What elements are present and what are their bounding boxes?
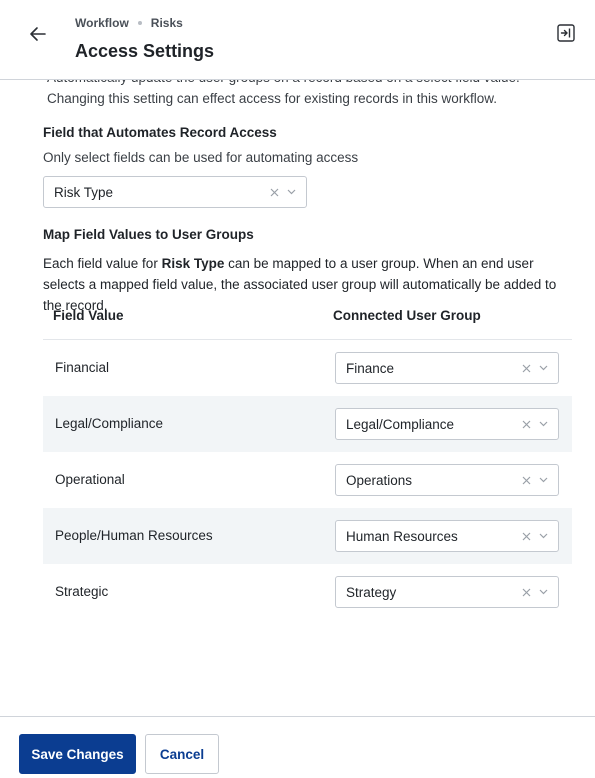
chevron-down-icon[interactable] bbox=[538, 587, 548, 597]
mapping-text-after: can be mapped to a user group. When an end user selects a mapped field value, the associated user group will automatically be added to the record. bbox=[43, 256, 557, 313]
save-changes-button[interactable]: Save Changes bbox=[19, 734, 136, 774]
row-field-value: Operational bbox=[55, 472, 125, 487]
cancel-button[interactable]: Cancel bbox=[145, 734, 219, 774]
settings-description: Changing this setting can effect access for existing records in this workflow. bbox=[47, 91, 497, 106]
row-field-value: Financial bbox=[55, 360, 110, 375]
user-group-select[interactable] bbox=[335, 464, 559, 496]
breadcrumb-workflow[interactable]: Workflow bbox=[75, 16, 129, 30]
mapping-field-name: Risk Type bbox=[161, 256, 225, 271]
chevron-down-icon[interactable] bbox=[538, 363, 548, 373]
automation-field-value: Risk Type bbox=[54, 184, 114, 200]
clear-icon[interactable] bbox=[520, 586, 532, 598]
breadcrumb-separator bbox=[138, 21, 142, 25]
clear-icon[interactable] bbox=[520, 418, 532, 430]
chevron-down-icon[interactable] bbox=[538, 419, 548, 429]
clear-icon[interactable] bbox=[268, 186, 280, 198]
back-arrow-icon[interactable] bbox=[26, 22, 50, 46]
mapping-description bbox=[43, 253, 573, 316]
row-field-value: Legal/Compliance bbox=[55, 416, 164, 431]
column-header-field-value: Field Value bbox=[53, 308, 124, 323]
user-group-select[interactable] bbox=[335, 352, 559, 384]
panel-footer bbox=[0, 716, 595, 778]
user-group-value: Legal/Compliance bbox=[346, 416, 455, 432]
mapping-text-before: Each field value for bbox=[43, 256, 162, 271]
settings-content[interactable] bbox=[0, 80, 595, 716]
clear-icon[interactable] bbox=[520, 530, 532, 542]
chevron-down-icon[interactable] bbox=[538, 475, 548, 485]
user-group-value: Human Resources bbox=[346, 528, 458, 544]
user-group-select[interactable] bbox=[335, 576, 559, 608]
table-row bbox=[43, 340, 572, 396]
chevron-down-icon[interactable] bbox=[286, 187, 296, 197]
row-field-value: Strategic bbox=[55, 584, 109, 599]
table-row bbox=[43, 508, 572, 564]
page-title: Access Settings bbox=[75, 41, 215, 61]
user-group-value: Strategy bbox=[346, 584, 397, 600]
clear-icon[interactable] bbox=[520, 362, 532, 374]
automation-field-select[interactable] bbox=[43, 176, 307, 208]
user-group-select[interactable] bbox=[335, 408, 559, 440]
automation-field-help: Only select fields can be used for automating access bbox=[43, 150, 359, 165]
table-row bbox=[43, 452, 572, 508]
mapping-title: Map Field Values to User Groups bbox=[43, 227, 254, 242]
clear-icon[interactable] bbox=[520, 474, 532, 486]
row-field-value: People/Human Resources bbox=[55, 528, 213, 543]
chevron-down-icon[interactable] bbox=[538, 531, 548, 541]
automation-field-title: Field that Automates Record Access bbox=[43, 125, 277, 140]
breadcrumb-risks[interactable]: Risks bbox=[150, 16, 183, 30]
user-group-select[interactable] bbox=[335, 520, 559, 552]
breadcrumb bbox=[75, 16, 183, 30]
user-group-value: Finance bbox=[346, 360, 395, 376]
table-row bbox=[43, 564, 572, 620]
collapse-panel-icon[interactable] bbox=[555, 22, 577, 44]
user-group-value: Operations bbox=[346, 472, 413, 488]
panel-header bbox=[0, 0, 595, 80]
column-header-user-group: Connected User Group bbox=[333, 308, 481, 323]
table-row bbox=[43, 396, 572, 452]
